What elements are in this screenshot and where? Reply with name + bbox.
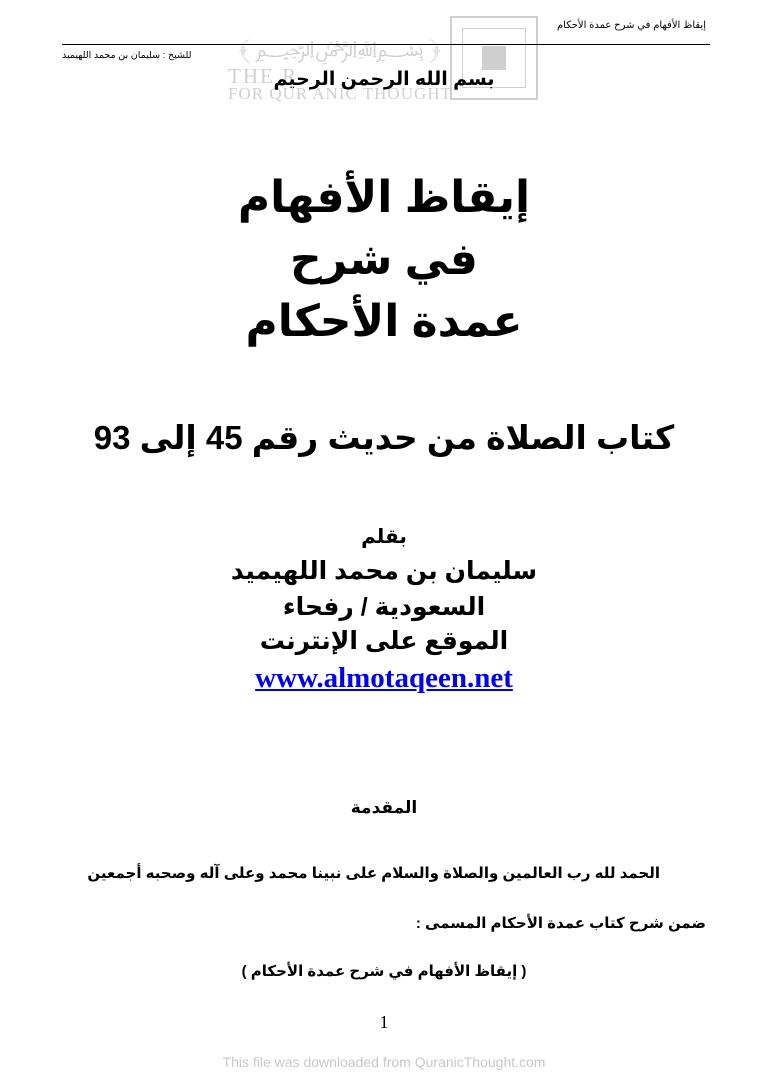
header-author-note: للشيخ : سليمان بن محمد اللهيميد [62, 50, 192, 61]
running-head: إيقاظ الأفهام في شرح عمدة الأحكام [556, 20, 706, 31]
title-line-2: في شرح [290, 235, 478, 284]
download-footer: This file was downloaded from QuranicThought.com [222, 1054, 546, 1070]
title-line-1: إيقاظ الأفهام [237, 173, 531, 222]
author-location: السعودية / رفحاء [282, 593, 486, 621]
author-name: سليمان بن محمد اللهيميد [230, 557, 538, 585]
subtitle: كتاب الصلاة من حديث رقم 45 إلى 93 [93, 419, 675, 456]
watermark-line-1: THE R [228, 64, 299, 88]
header-rule [62, 44, 710, 45]
intro-paragraph-1: الحمد لله رب العالمين والصلاة والسلام على نبينا محمد وعلى آله وصحبه أجمعين [87, 865, 660, 882]
website-link[interactable]: www.almotaqeen.net [255, 662, 513, 694]
basmala: بسم الله الرحمن الرحيم [273, 69, 495, 90]
watermark-line-2: FOR QUR'ANIC THOUGHT [228, 84, 452, 103]
by-label: بقلم [361, 526, 407, 548]
title-line-3: عمدة الأحكام [245, 297, 523, 346]
watermark-arabic-calligraphy: ﴿ ﷽ ﴾ [238, 36, 442, 61]
intro-paragraph-3: ( إيقاظ الأفهام في شرح عمدة الأحكام ) [241, 963, 527, 980]
intro-heading: المقدمة [350, 798, 418, 817]
website-label: الموقع على الإنترنت [259, 627, 509, 655]
intro-paragraph-2: ضمن شرح كتاب عمدة الأحكام المسمى : [415, 915, 706, 932]
page-number: 1 [379, 1012, 389, 1032]
